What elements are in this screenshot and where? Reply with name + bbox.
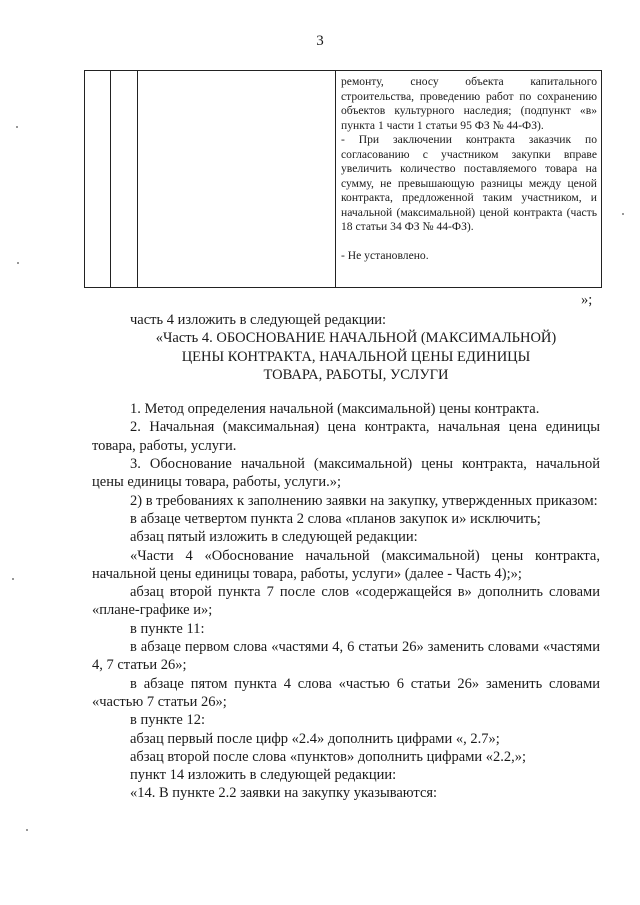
quote-end: »; xyxy=(581,292,593,308)
table-cell-paragraph: - При заключении контракта заказчик по согласованию с участником закупки вправе увеличить количество поставляемого товара на сумму, не превышающую разницы между ценой контракта, предложенной таким участником, и начальной (максимальной) ценой контракта (часть 18 статьи 34 ФЗ № 44-ФЗ). xyxy=(341,133,597,233)
paragraph: в абзаце четвертом пункта 2 слова «планов закупок и» исключить; xyxy=(130,510,541,527)
page-number: 3 xyxy=(316,33,324,49)
intro-line: часть 4 изложить в следующей редакции: xyxy=(130,312,387,328)
paragraph: в пункте 11: xyxy=(130,620,205,637)
paragraph: абзац первый после цифр «2.4» дополнить цифрами «, 2.7»; xyxy=(130,730,500,747)
table-column-divider xyxy=(137,71,138,287)
table-cell-paragraph: ремонту, сносу объекта капитального строительства, проведению работ по сохранению объектов культурного наследия; (подпункт «в» пункта 1 части 1 статьи 95 ФЗ № 44-ФЗ). xyxy=(341,75,597,132)
paragraph: абзац второй после слова «пунктов» дополнить цифрами «2.2,»; xyxy=(130,748,527,765)
scan-speck xyxy=(12,578,14,580)
paragraph: 1. Метод определения начальной (максимальной) цены контракта. xyxy=(130,401,540,418)
scan-speck xyxy=(16,126,18,128)
paragraph: «Части 4 «Обоснование начальной (максимальной) цены контракта, начальной цены единицы товара, работы, услуги» (далее - Часть 4);»; xyxy=(92,547,600,582)
section-heading-line: ТОВАРА, РАБОТЫ, УСЛУГИ xyxy=(263,366,449,383)
paragraph: абзац второй пункта 7 после слов «содержащейся в» дополнить словами «плане-графике и»; xyxy=(92,584,600,619)
paragraph: в пункте 12: xyxy=(130,712,206,729)
paragraph: «14. В пункте 2.2 заявки на закупку указываются: xyxy=(130,785,438,802)
table-column-divider xyxy=(110,71,111,287)
section-heading-line: «Часть 4. ОБОСНОВАНИЕ НАЧАЛЬНОЙ (МАКСИМАЛЬНОЙ) xyxy=(155,330,557,347)
paragraph: пункт 14 изложить в следующей редакции: xyxy=(130,767,397,784)
paragraph: 2. Начальная (максимальная) цена контракта, начальная цена единицы товара, работы, услуги. xyxy=(92,419,600,454)
table-column-divider xyxy=(335,71,336,287)
document-body xyxy=(92,311,600,803)
scan-speck xyxy=(26,829,28,831)
paragraph: в абзаце первом слова «частями 4, 6 статьи 26» заменить словами «частями 4, 7 статьи 26»; xyxy=(92,639,600,674)
paragraph: 3. Обоснование начальной (максимальной) цены контракта, начальной цены единицы товара, работы, услуги.»; xyxy=(92,456,600,491)
paragraph: 2) в требованиях к заполнению заявки на закупку, утвержденных приказом: xyxy=(130,492,598,509)
table-cell-paragraph: - Не установлено. xyxy=(341,248,429,262)
scan-speck xyxy=(622,213,624,215)
paragraph: в абзаце пятом пункта 4 слова «частью 6 статьи 26» заменить словами «частью 7 статьи 26»; xyxy=(92,675,600,710)
paragraph: абзац пятый изложить в следующей редакции: xyxy=(130,529,418,546)
section-heading-line: ЦЕНЫ КОНТРАКТА, НАЧАЛЬНОЙ ЦЕНЫ ЕДИНИЦЫ xyxy=(181,348,531,365)
scan-speck xyxy=(17,262,19,264)
table-cell-text xyxy=(341,75,597,263)
